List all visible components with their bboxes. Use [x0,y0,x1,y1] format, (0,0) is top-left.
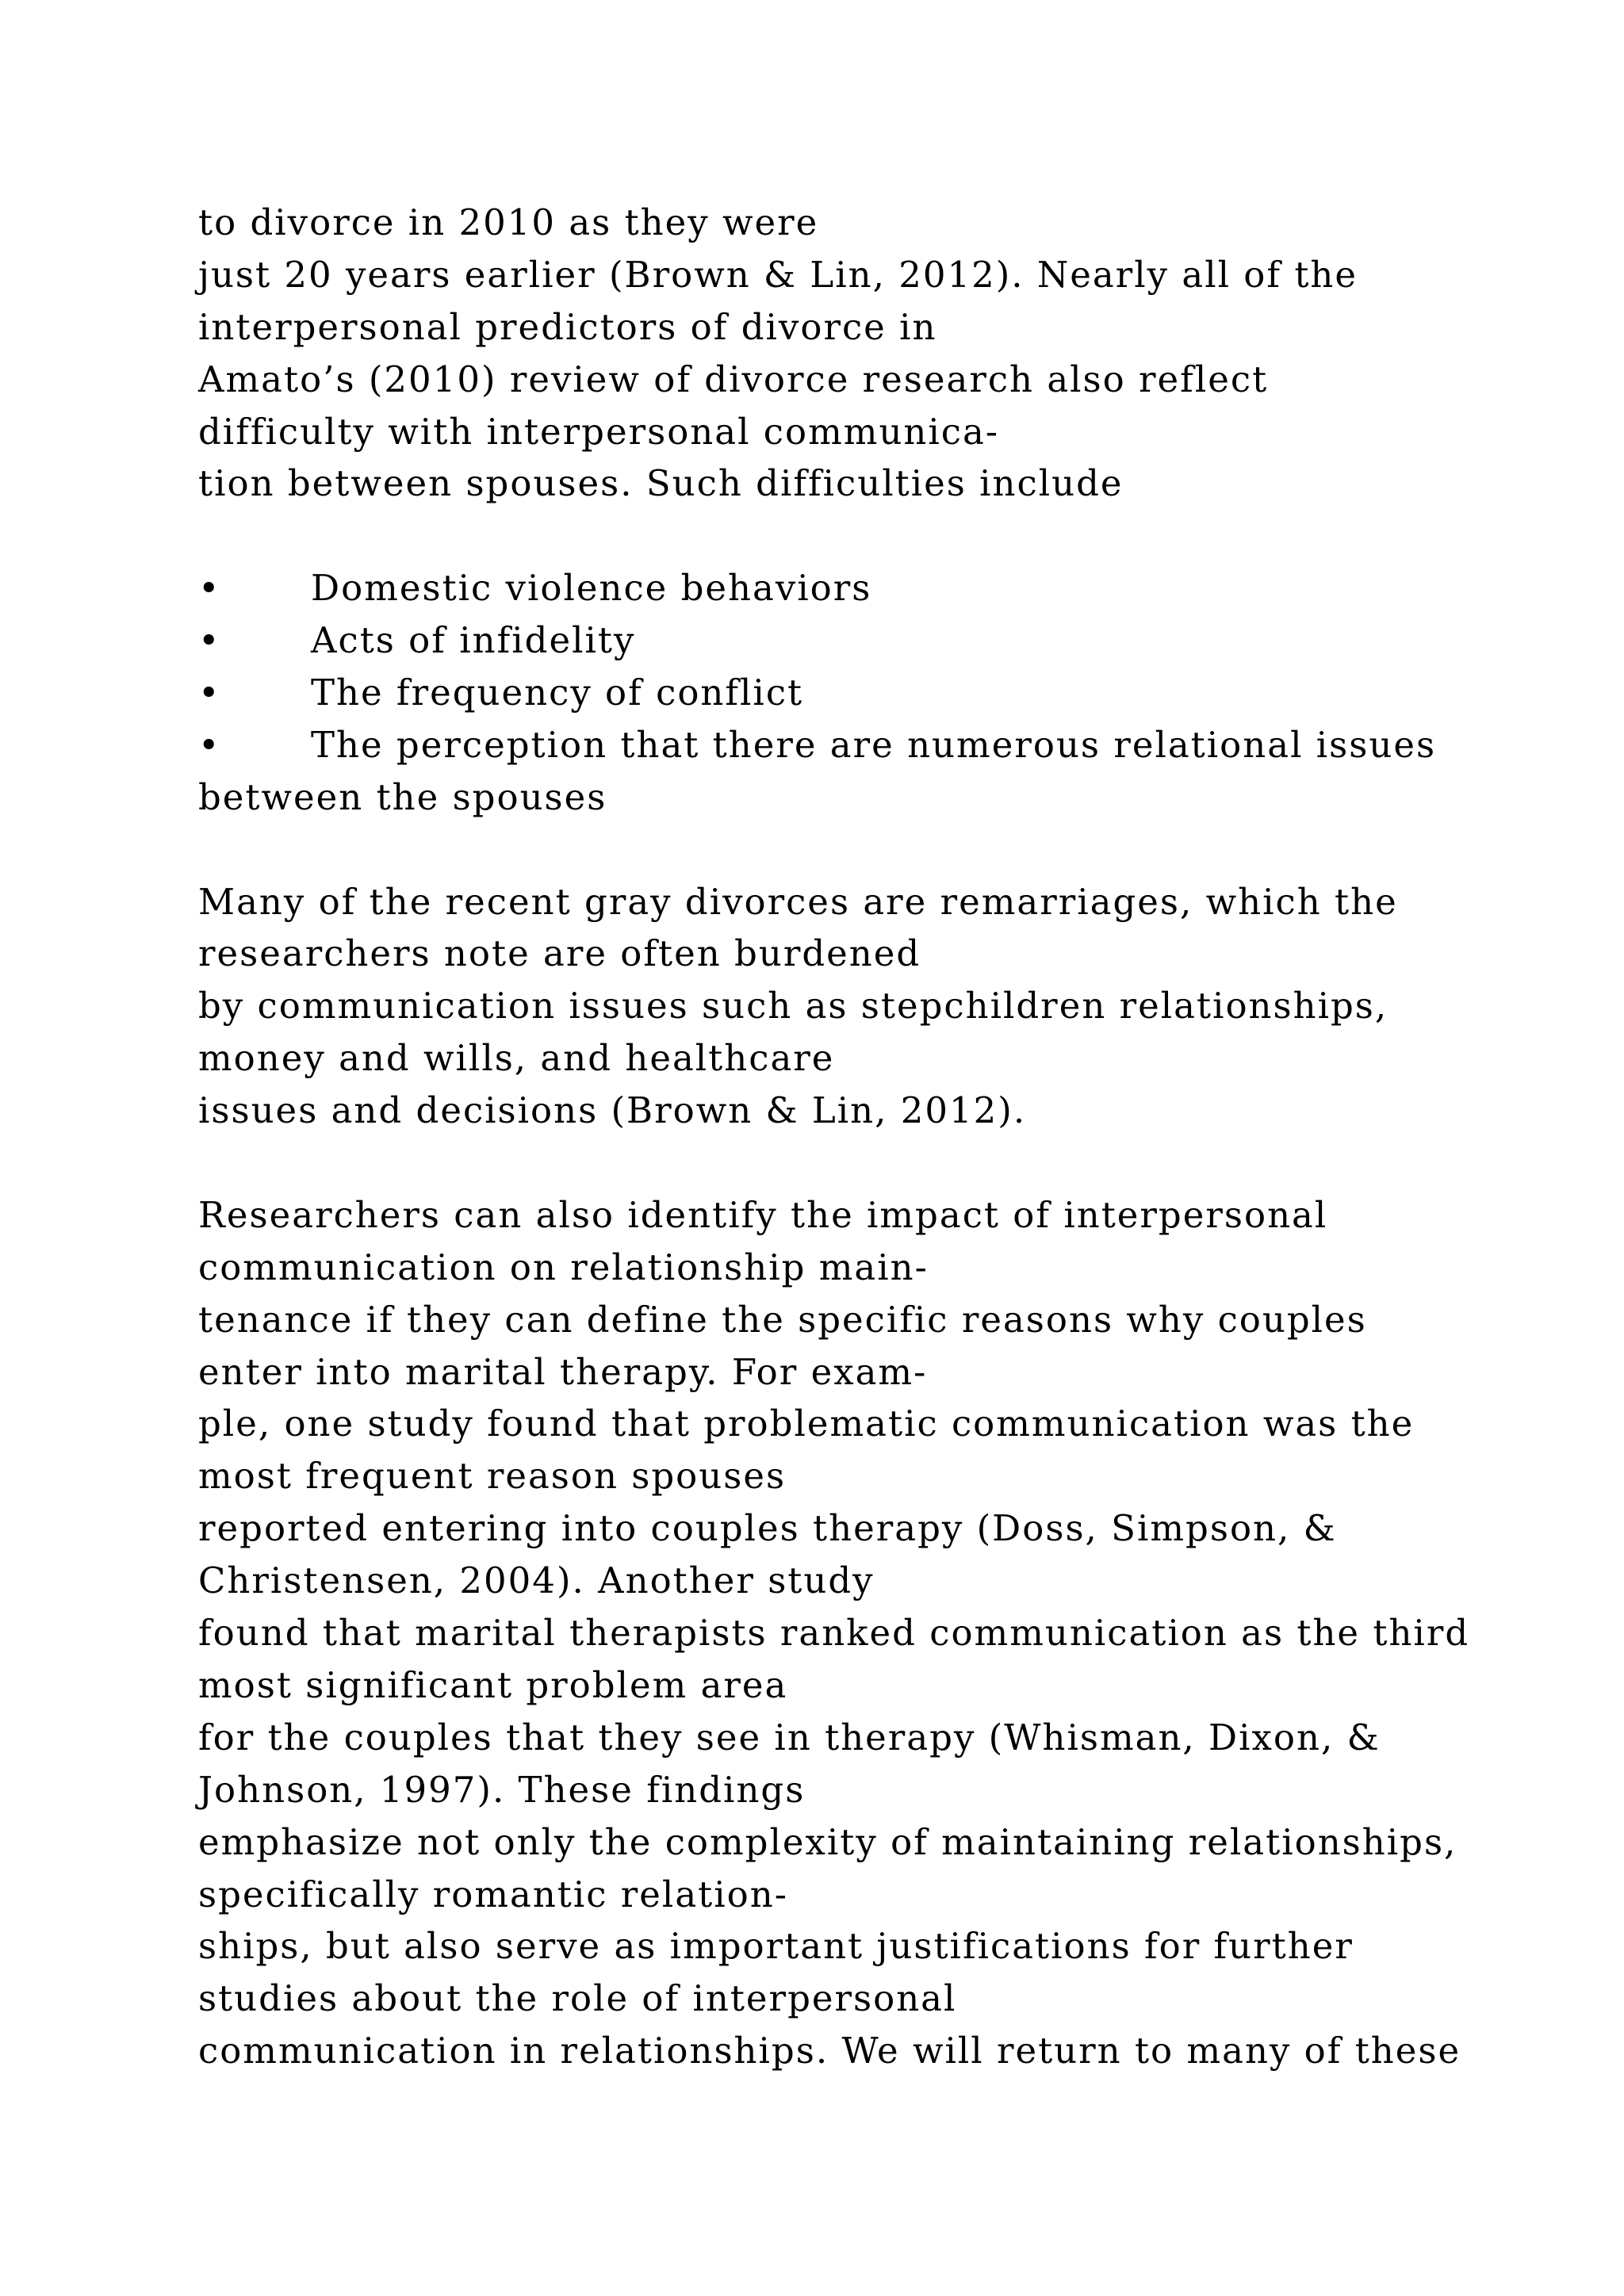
list-item-text: Domestic violence behaviors [311,567,872,610]
text-line: most frequent reason spouses [198,1455,787,1498]
text-line: Christensen, 2004). Another study [198,1559,875,1602]
text-line: just 20 years earlier (Brown & Lin, 2012). Nearly all of the [198,253,1358,296]
text-line: reported entering into couples therapy (Doss, Simpson, & [198,1507,1337,1550]
bullet-icon: • [198,619,221,662]
text-line: studies about the role of interpersonal [198,1977,957,2020]
text-line: communication in relationships. We will return to many of these [198,2030,1461,2072]
paragraph-gap [198,824,1610,876]
list-item [198,614,1610,667]
text-line: interpersonal predictors of divorce in [198,305,937,348]
text-line: found that marital therapists ranked communication as the third [198,1612,1470,1655]
text-line: to divorce in 2010 as they were [198,201,819,243]
text-line: Researchers can also identify the impact of interpersonal [198,1193,1328,1236]
paragraph-gap [198,1137,1610,1189]
document-text [198,197,1610,2077]
text-line: difficulty with interpersonal communica- [198,410,1000,453]
list-item [198,667,1610,719]
text-line: emphasize not only the complexity of maintaining relationships, [198,1820,1457,1863]
paragraph-2 [198,876,1610,1137]
text-line: tenance if they can define the specific reasons why couples [198,1298,1367,1341]
bullet-list [198,562,1610,823]
text-line: specifically romantic relation- [198,1873,788,1915]
text-line: Many of the recent gray divorces are remarriages, which the [198,880,1398,923]
text-line: Johnson, 1997). These findings [198,1768,806,1811]
text-line: communication on relationship main- [198,1246,929,1288]
text-line: tion between spouses. Such difficulties include [198,462,1124,505]
list-item [198,719,1610,771]
text-line: most significant problem area [198,1663,788,1706]
text-line: issues and decisions (Brown & Lin, 2012). [198,1089,1027,1132]
text-line: money and wills, and healthcare [198,1037,835,1080]
text-line: for the couples that they see in therapy (Whisman, Dixon, & [198,1716,1381,1758]
text-line: researchers note are often burdened [198,932,921,975]
text-line: ships, but also serve as important justifications for further [198,1925,1354,1968]
text-line: ple, one study found that problematic communication was the [198,1402,1415,1445]
list-item-continuation: between the spouses [198,775,607,818]
list-item [198,562,1610,614]
list-item-text: Acts of infidelity [311,619,636,662]
list-item-text: The perception that there are numerous relational issues [311,723,1437,766]
list-item-text: The frequency of conflict [311,672,804,714]
bullet-icon: • [198,567,221,610]
text-line: Amato’s (2010) review of divorce research also reflect [198,358,1269,400]
paragraph-1 [198,197,1610,510]
paragraph-gap [198,510,1610,562]
paragraph-3 [198,1189,1610,2077]
bullet-icon: • [198,672,221,714]
bullet-icon: • [198,723,221,766]
text-line: by communication issues such as stepchildren relationships, [198,985,1388,1027]
text-line: enter into marital therapy. For exam- [198,1350,928,1393]
